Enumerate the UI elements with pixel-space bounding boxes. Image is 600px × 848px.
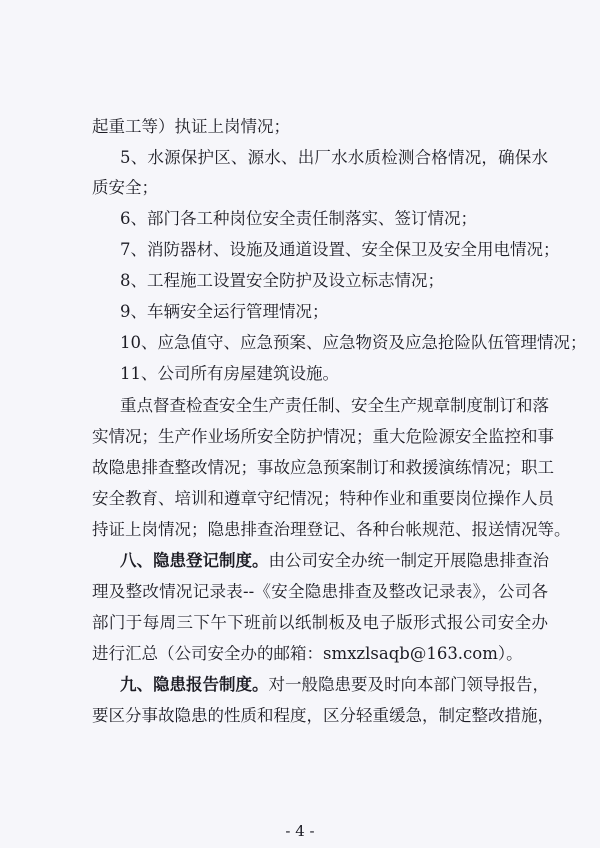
section-8-text: 由公司安全办统一制定开展隐患排查治	[268, 551, 549, 570]
paragraph-line: 故隐患排查整改情况；事故应急预案制订和救援演练情况；职工	[92, 458, 554, 477]
section-8-heading: 八、隐患登记制度。	[120, 551, 269, 570]
section-8-first-line	[120, 551, 548, 571]
list-item-10: 10、应急值守、应急预案、应急物资及应急抢险队伍管理情况；	[120, 333, 587, 352]
paragraph-line: 进行汇总（公司安全办的邮箱：smxzlsaqb@163.com）。	[92, 644, 523, 663]
list-item-5: 5、水源保护区、源水、出厂水水质检测合格情况，确保水	[120, 148, 548, 167]
list-item-6: 6、部门各工种岗位安全责任制落实、签订情况；	[120, 209, 477, 228]
paragraph-line: 重点督查检查安全生产责任制、安全生产规章制度制订和落	[120, 396, 549, 415]
list-item-11: 11、公司所有房屋建筑设施。	[120, 364, 339, 383]
text-line: 起重工等）执证上岗情况；	[92, 117, 290, 136]
list-item-8: 8、工程施工设置安全防护及设立标志情况；	[120, 271, 444, 290]
paragraph-line: 理及整改情况记录表--《安全隐患排查及整改记录表》，公司各	[92, 582, 548, 601]
section-9-heading: 九、隐患报告制度。	[120, 675, 269, 694]
page-number: - 4 -	[285, 822, 315, 840]
paragraph-line: 实情况；生产作业场所安全防护情况；重大危险源安全监控和事	[92, 427, 554, 446]
list-item-9: 9、车辆安全运行管理情况；	[120, 302, 329, 321]
paragraph-line: 安全教育、培训和遵章守纪情况；特种作业和重要岗位操作人员	[92, 489, 554, 508]
paragraph-line: 持证上岗情况；隐患排查治理登记、各种台帐规范、报送情况等。	[92, 520, 571, 539]
paragraph-line: 部门于每周三下午下班前以纸制板及电子版形式报公司安全办	[92, 613, 548, 632]
text-line: 质安全；	[92, 178, 158, 197]
list-item-7: 7、消防器材、设施及通道设置、安全保卫及安全用电情况；	[120, 240, 560, 259]
section-9-first-line	[120, 675, 548, 695]
section-9-text: 对一般隐患要及时向本部门领导报告，	[268, 675, 549, 694]
paragraph-line: 要区分事故隐患的性质和程度，区分轻重缓急，制定整改措施，	[92, 706, 554, 725]
